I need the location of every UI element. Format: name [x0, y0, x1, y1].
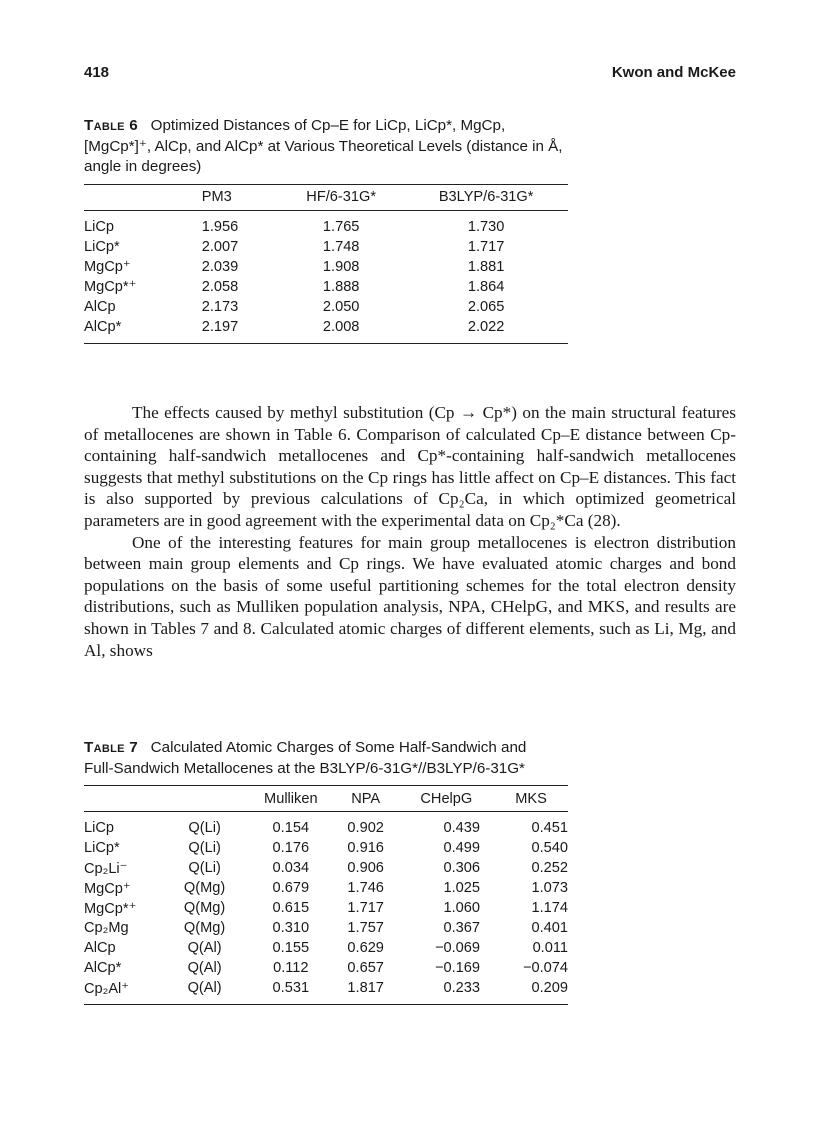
table-cell: Q(Al)	[187, 940, 222, 956]
table-cell: MgCp⁺	[84, 880, 131, 897]
table-cell: LiCp	[84, 820, 115, 836]
table-row	[84, 858, 568, 878]
table-cell: 0.679	[272, 880, 310, 896]
table-cell: 2.050	[322, 298, 360, 315]
table-cell: Q(Al)	[160, 978, 249, 1005]
table-cell: 0.176	[272, 840, 310, 856]
table-7-col-header: Mulliken	[249, 786, 333, 812]
table-cell: 2.197	[190, 317, 278, 344]
table-cell: 0.540	[531, 840, 568, 856]
table-row	[84, 237, 568, 257]
table-7-col-header	[160, 786, 249, 812]
table-6-col-header	[84, 184, 190, 210]
table-6-col-header: PM3	[190, 184, 278, 210]
table-cell: Q(Mg)	[183, 920, 226, 936]
table-cell: 0.154	[272, 820, 310, 836]
table-cell: 0.902	[347, 820, 384, 836]
table-cell: −0.069	[434, 940, 481, 956]
running-head-authors: Kwon and McKee	[611, 64, 736, 81]
table-row	[84, 257, 568, 277]
page-number: 418	[84, 64, 110, 81]
table-cell: −0.169	[434, 960, 481, 976]
table-row	[84, 878, 568, 898]
table-6-col-header: B3LYP/6-31G*	[404, 184, 568, 210]
table-cell: 1.717	[347, 900, 384, 916]
table-cell: AlCp*	[84, 960, 122, 976]
table-6-caption	[84, 116, 568, 178]
table-row	[84, 978, 568, 1005]
table-cell: 1.765	[322, 218, 360, 235]
table-cell: AlCp	[84, 940, 116, 956]
table-cell: 0.306	[443, 860, 481, 876]
table-cell: 1.888	[322, 278, 360, 295]
table-cell: AlCp*	[84, 317, 190, 344]
table-cell: Q(Li)	[188, 820, 221, 836]
table-cell: 2.058	[201, 278, 239, 295]
table-cell: 0.401	[531, 920, 568, 936]
table-cell: 1.746	[347, 880, 384, 896]
table-cell: 1.730	[467, 218, 505, 235]
table-cell: Q(Li)	[188, 860, 221, 876]
table-cell: 0.906	[347, 860, 384, 876]
table-cell: 0.499	[443, 840, 481, 856]
table-cell: 1.817	[333, 978, 399, 1005]
table-cell: AlCp	[84, 298, 116, 315]
paragraph-electron-distribution: One of the interesting features for main group metallocenes is electron distribution between main group elements and Cp rings. We have evaluated atomic charges and bond populations on the basis of some useful partitioning schemes for the total electron density distributions, such as Mulliken population analysis, NPA, CHelpG, and MKS, and results are shown in Tables 7 and 8. Calculated atomic charges of different elements, such as Li, Mg, and Al, shows	[84, 532, 736, 660]
table-cell: LiCp*	[84, 238, 120, 255]
table-7-header-row	[84, 786, 568, 812]
table-row	[84, 838, 568, 858]
table-cell: 1.864	[467, 278, 505, 295]
table-cell: MgCp*⁺	[84, 900, 137, 917]
table-cell: Cp₂Li⁻	[84, 860, 128, 877]
table-6-caption-text: Optimized Distances of Cp–E for LiCp, LiCp*, MgCp, [MgCp*]⁺, AlCp, and AlCp* at Various Theoretical Levels (distance in Å, angle in degrees)	[84, 117, 563, 175]
table-cell: 2.007	[201, 238, 239, 255]
table-cell: 2.039	[201, 258, 239, 275]
table-cell: 0.252	[531, 860, 568, 876]
table-cell: 0.155	[272, 940, 310, 956]
table-cell: LiCp*	[84, 840, 120, 856]
table-cell: MgCp*⁺	[84, 279, 137, 295]
table-cell: Q(Li)	[188, 840, 221, 856]
table-cell: 0.916	[347, 840, 384, 856]
table-cell: 1.956	[201, 218, 239, 235]
table-cell: 2.065	[467, 298, 505, 315]
table-cell: 0.209	[494, 978, 568, 1005]
table-cell: 2.008	[278, 317, 404, 344]
table-cell: 1.025	[443, 880, 481, 896]
table-7-col-header	[84, 786, 160, 812]
table-cell: 0.531	[249, 978, 333, 1005]
table-cell: −0.074	[522, 960, 568, 976]
table-cell: 1.748	[322, 238, 360, 255]
table-6-col-header: HF/6-31G*	[278, 184, 404, 210]
table-row	[84, 918, 568, 938]
running-header	[84, 64, 736, 86]
table-cell: 0.233	[399, 978, 494, 1005]
table-cell: Cp₂Al⁺	[84, 978, 160, 1005]
table-6-header-row	[84, 184, 568, 210]
table-cell: 1.717	[467, 238, 505, 255]
table-cell: 1.060	[443, 900, 481, 916]
table-cell: 0.615	[272, 900, 310, 916]
paragraph-methyl-substitution: The effects caused by methyl substitution (Cp → Cp*) on the main structural features of metallocenes are shown in Table 6. Comparison of calculated Cp–E distance between Cp-containing half-sandwich metallocenes and Cp*-containing half-sandwich metallocenes suggests that methyl substitutions on the Cp rings has little affect on Cp–E distances. This fact is also supported by previous calculations of Cp₂Ca, in which optimized geometrical parameters are in good agreement with the experimental data on Cp₂*Ca (28).	[84, 403, 736, 530]
table-cell: 0.367	[443, 920, 481, 936]
table-7-caption	[84, 738, 544, 779]
table-cell: Q(Mg)	[183, 880, 226, 896]
table-6	[84, 116, 568, 344]
table-7-caption-text: Calculated Atomic Charges of Some Half-Sandwich and Full-Sandwich Metallocenes at the B3LYP/6-31G*//B3LYP/6-31G*	[84, 739, 527, 777]
table-6-label: Table 6	[84, 117, 138, 134]
table-row	[84, 898, 568, 918]
table-7-col-header: NPA	[333, 786, 399, 812]
table-cell: 1.757	[347, 920, 384, 936]
body-text	[84, 402, 736, 661]
table-row	[84, 277, 568, 297]
table-cell: 0.451	[531, 820, 568, 836]
table-cell: 2.022	[404, 317, 568, 344]
table-7-grid	[84, 785, 568, 1005]
table-row	[84, 297, 568, 317]
table-row	[84, 812, 568, 839]
table-cell: 0.310	[272, 920, 310, 936]
table-cell: 1.881	[467, 258, 505, 275]
table-row	[84, 938, 568, 958]
table-cell: 0.657	[347, 960, 384, 976]
table-cell: 0.034	[272, 860, 310, 876]
table-row	[84, 317, 568, 344]
table-row	[84, 210, 568, 237]
table-cell: LiCp	[84, 218, 115, 235]
table-cell: Q(Al)	[187, 960, 222, 976]
table-7-col-header: MKS	[494, 786, 568, 812]
table-7	[84, 738, 568, 1005]
table-cell: 1.073	[531, 880, 568, 896]
table-6-grid	[84, 184, 568, 344]
table-cell: 0.439	[443, 820, 481, 836]
table-cell: 2.173	[201, 298, 239, 315]
table-cell: 0.011	[532, 940, 568, 956]
table-cell: Cp₂Mg	[84, 920, 129, 936]
table-cell: 1.174	[531, 900, 568, 916]
table-cell: Q(Mg)	[183, 900, 226, 916]
table-cell: 0.112	[273, 960, 309, 976]
table-row	[84, 958, 568, 978]
table-cell: 0.629	[347, 940, 384, 956]
table-7-label: Table 7	[84, 739, 138, 756]
table-7-col-header: CHelpG	[399, 786, 494, 812]
table-cell: 1.908	[322, 258, 360, 275]
table-cell: MgCp⁺	[84, 259, 131, 275]
